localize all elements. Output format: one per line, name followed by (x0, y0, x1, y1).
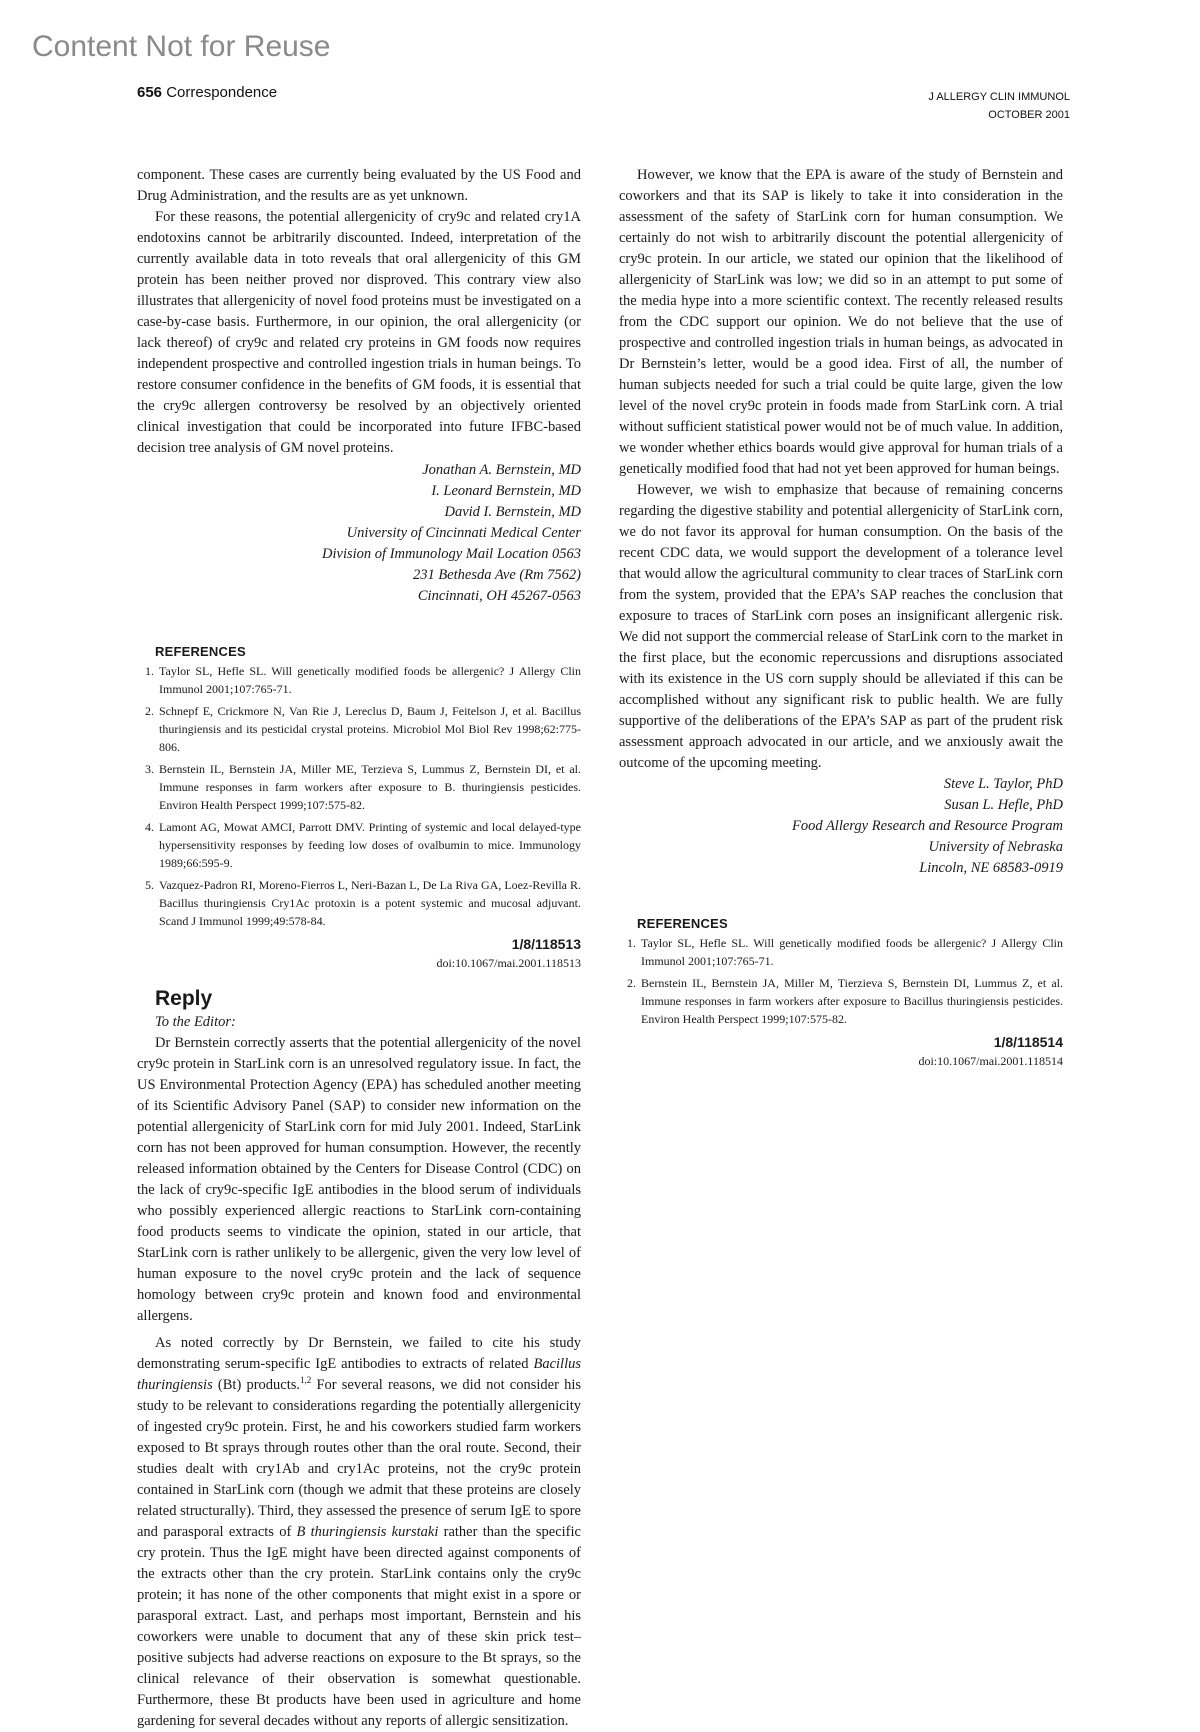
doi: doi:10.1067/mai.2001.118513 (436, 956, 581, 970)
paragraph: However, we wish to emphasize that because of remaining concerns regarding the digestive stability and potential allergenicity of StarLink corn, we do not favor its approval for human consumption. On the basis of the recent CDC data, we would support the development of a tolerance level that would allow the agricultural community to clear traces of StarLink corn from the system, provided that the EPA’s SAP reaches the conclusion that exposure to traces of StarLink corn poses an insignificant allergenic risk. We did not support the commercial release of StarLink corn to the market in the first place, but the economic repercussions and disruptions associated with its existence in the US corn supply should be alleviated if this can be accomplished without any significant risk to public health. We are fully supportive of the deliberations of the EPA’s SAP as part of the prudent risk assessment approach advocated in our article, and we anxiously await the outcome of the upcoming meeting. (619, 482, 1063, 771)
paragraph: However, we know that the EPA is aware of the study of Bernstein and coworkers and that its SAP is likely to take it into consideration in the assessment of the safety of StarLink corn for human consumption. We certainly do not wish to arbitrarily discount the potential allergenicity of cry9c protein. In our article, we stated our opinion that the likelihood of allergenicity of StarLink was low; we did so in an attempt to put some of the media hype into a more scientific context. The recently released results from the CDC support our opinion. We do not believe that the use of prospective and controlled ingestion trials in human beings, as advocated in Dr Bernstein’s letter, would be a good idea. First of all, the number of human subjects needed for such a trial could be quite large, given the low level of the novel cry9c protein in foods made from StarLink corn. A trial without sufficient statistical power would not be of much value. In addition, we wonder whether ethics boards would give approval for human trials of a genetically modified food that had not yet been approved for human beings. (619, 167, 1063, 477)
running-header-right (928, 88, 1070, 124)
signature-line: 231 Bethesda Ave (Rm 7562) (412, 567, 581, 583)
signature-line: David I. Bernstein, MD (444, 504, 581, 520)
signature-line: Food Allergy Research and Resource Program (791, 818, 1063, 834)
reply-section (137, 986, 581, 1732)
reply-references (619, 913, 1063, 1070)
reference-item: 2. Schnepf E, Crickmore N, Van Rie J, Lereclus D, Baum J, Feitelson J, et al. Bacillus thuringiensis and its pesticidal crystal proteins. Microbiol Mol Biol Rev 1998;62:775-806. (157, 702, 581, 756)
paragraph: For these reasons, the potential allergenicity of cry9c and related cry1A endotoxins cannot be arbitrarily discounted. Indeed, interpretation of the currently available data in toto reveals that oral allergenicity of this GM protein has been neither proved nor disproved. This contrary view also illustrates that allergenicity of novel food proteins must be investigated on a case-by-case basis. Furthermore, in our opinion, the oral allergenicity (or lack thereof) of cry9c and related cry proteins in GM foods now requires independent prospective and controlled ingestion trials in human beings. To restore consumer confidence in the benefits of GM foods, it is essential that the cry9c allergen controversy be resolved by an objectively oriented clinical investigation that could be incorporated into future IFBC-based decision tree analysis of GM novel proteins. (137, 209, 581, 456)
reply-heading: Reply (155, 987, 213, 1010)
references-heading: REFERENCES (637, 916, 728, 931)
salutation: To the Editor: (155, 1014, 236, 1030)
letter-references (137, 641, 581, 972)
paragraph: Dr Bernstein correctly asserts that the potential allergenicity of the novel cry9c protein in StarLink corn is an unresolved regulatory issue. In fact, the US Environmental Protection Agency (EPA) has scheduled another meeting of its Scientific Advisory Panel (SAP) to consider new information on the potential allergenicity of StarLink corn for mid July 2001. Indeed, StarLink corn has not been approved for human consumption. However, the recently released information obtained by the Centers for Disease Control (CDC) on the lack of cry9c-specific IgE antibodies in the blood serum of individuals who possibly experienced allergic reactions to StarLink corn-containing food products seems to vindicate the opinion, stated in our article, that StarLink corn is rather unlikely to be allergenic, given the very low level of human exposure to the novel cry9c protein and the lack of sequence homology between cry9c protein and known food and environmental allergens. (137, 1035, 581, 1324)
reference-item: 1. Taylor SL, Hefle SL. Will genetically modified foods be allergenic? J Allergy Clin Immunol 2001;107:765-71. (639, 934, 1063, 970)
signature-line: University of Cincinnati Medical Center (346, 525, 581, 541)
page-number: 656 (137, 84, 163, 101)
section-name: Correspondence (166, 84, 278, 101)
paragraph: As noted correctly by Dr Bernstein, we failed to cite his study demonstrating serum-specific IgE antibodies to extracts of related Bacillus thuringiensis (Bt) products.$^{1,2}$ For several reasons, we did not consider his study to be relevant to considerations regarding the potentially allergenicity of ingested cry9c protein. First, he and his coworkers studied farm workers exposed to Bt sprays through routes other than the oral route. Second, their studies dealt with cry1Ab and cry1Ac proteins, not the cry9c protein contained in StarLink corn (though we admit that these proteins are closely related structurally). Third, they assessed the presence of serum IgE to spore and parasporal extracts of B thuringiensis kurstaki rather than the specific cry protein. Thus the IgE might have been directed against components of the extracts other than the cry protein. StarLink contains only the cry9c protein; it has none of the other components that might exist in a spore or parasporal extract. Last, and perhaps most important, Bernstein and his coworkers were unable to document that any of these skin prick test–positive subjects had adverse reactions on exposure to the Bt sprays, so the clinical relevance of their observation is somewhat questionable. Furthermore, these Bt products have been used in agriculture and home gardening for several decades without any reports of allergic sensitization. (137, 1335, 581, 1729)
reference-item: 2. Bernstein IL, Bernstein JA, Miller M, Tierzieva S, Bernstein DI, Lummus Z, et al. Immune responses in farm workers after exposure to Bacillus thuringiensis pesticides. Environ Health Perspect 1999;107:575-82. (639, 974, 1063, 1028)
signature-line: University of Nebraska (928, 839, 1063, 855)
reply-signature (619, 774, 1063, 879)
references-heading: REFERENCES (155, 644, 246, 659)
signature-line: Cincinnati, OH 45267-0563 (417, 588, 581, 604)
signature-line: Lincoln, NE 68583-0919 (919, 860, 1063, 876)
journal-name: J ALLERGY CLIN IMMUNOL (928, 91, 1070, 103)
signature-line: Susan L. Hefle, PhD (944, 797, 1063, 813)
letter-signature (137, 460, 581, 607)
signature-line: I. Leonard Bernstein, MD (431, 483, 581, 499)
paragraph: component. These cases are currently being evaluated by the US Food and Drug Administration, and the results are as yet unknown. (137, 167, 581, 204)
signature-line: Jonathan A. Bernstein, MD (422, 462, 581, 478)
running-header-left (137, 84, 277, 101)
reference-item: 4. Lamont AG, Mowat AMCI, Parrott DMV. Printing of systemic and local delayed-type hypersensitivity responses by feeding low doses of ovalbumin to mice. Immunology 1989;66:595-9. (157, 818, 581, 872)
watermark: Content Not for Reuse (32, 30, 331, 63)
reference-item: 1. Taylor SL, Hefle SL. Will genetically modified foods be allergenic? J Allergy Clin Immunol 2001;107:765-71. (157, 662, 581, 698)
right-column (619, 165, 1063, 1070)
reference-item: 5. Vazquez-Padron RI, Moreno-Fierros L, Neri-Bazan L, De La Riva GA, Loez-Revilla R. Bacillus thuringiensis Cry1Ac protoxin is a potent systemic and mucosal adjuvant. Scand J Immunol 1999;49:578-84. (157, 876, 581, 930)
manuscript-id: 1/8/118513 (511, 936, 581, 952)
left-column (137, 165, 581, 1732)
reference-item: 3. Bernstein IL, Bernstein JA, Miller ME, Terzieva S, Lummus Z, Bernstein DI, et al. Immune responses in farm workers after exposure to B. thuringiensis pesticides. Environ Health Perspect 1999;107:575-82. (157, 760, 581, 814)
signature-line: Steve L. Taylor, PhD (943, 776, 1063, 792)
doi: doi:10.1067/mai.2001.118514 (918, 1054, 1063, 1068)
issue-date: OCTOBER 2001 (988, 109, 1070, 121)
manuscript-id: 1/8/118514 (993, 1034, 1063, 1050)
signature-line: Division of Immunology Mail Location 0563 (322, 546, 581, 562)
